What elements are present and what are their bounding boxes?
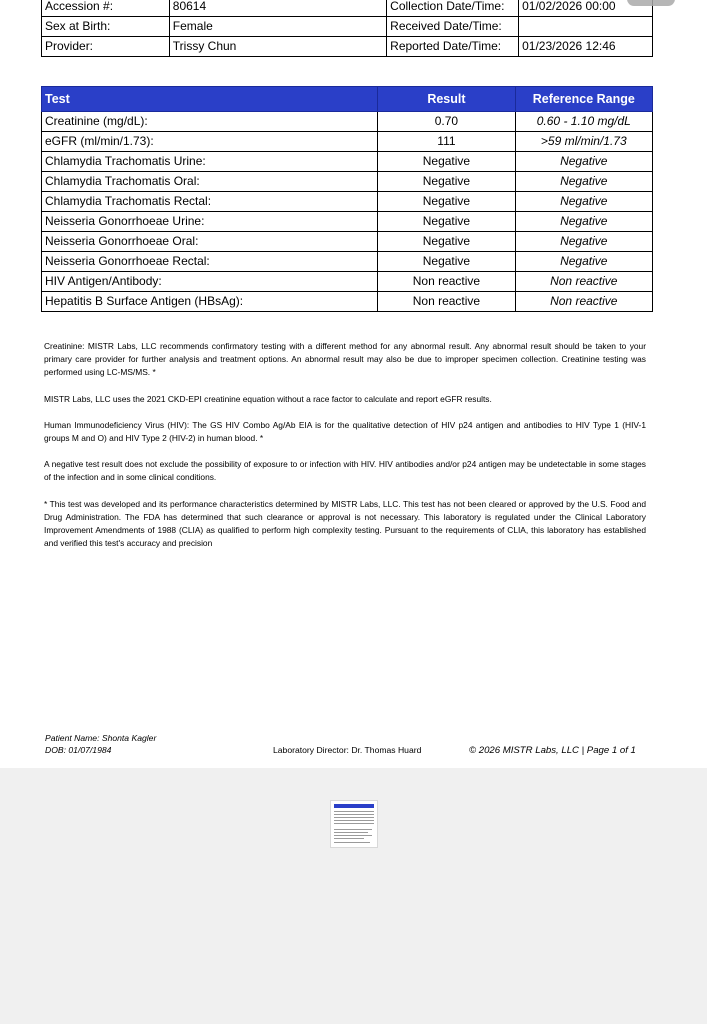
reference-range: Negative [515, 172, 652, 192]
footer-patient [45, 732, 156, 756]
reference-range: Negative [515, 192, 652, 212]
info-label: Sex at Birth: [42, 17, 170, 37]
info-label: Accession #: [42, 0, 170, 17]
thumbnail-line [334, 820, 374, 821]
result-row [42, 192, 653, 212]
result-row [42, 232, 653, 252]
footer-director: Laboratory Director: Dr. Thomas Huard [273, 745, 422, 755]
result-row [42, 112, 653, 132]
footer-copyright: © 2026 MISTR Labs, LLC | Page 1 of 1 [469, 745, 636, 756]
info-value: 01/02/2026 00:00 [519, 0, 653, 17]
note-egfr: MISTR Labs, LLC uses the 2021 CKD-EPI creatinine equation without a race factor to calculate and report eGFR results. [44, 393, 492, 404]
test-name: Hepatitis B Surface Antigen (HBsAg): [42, 292, 378, 312]
scroll-indicator[interactable] [627, 0, 675, 6]
thumbnail-header-bar [334, 804, 374, 808]
header-reference-range: Reference Range [515, 87, 652, 112]
test-name: Neisseria Gonorrhoeae Oral: [42, 232, 378, 252]
info-label: Reported Date/Time: [387, 37, 519, 57]
test-name: Neisseria Gonorrhoeae Urine: [42, 212, 378, 232]
footer-patient-name: Patient Name: Shonta Kagler [45, 733, 157, 743]
info-row [42, 0, 653, 17]
thumbnail-line [334, 842, 370, 843]
test-result: 0.70 [378, 112, 515, 132]
note-hiv-negative: A negative test result does not exclude the possibility of exposure to or infection with HIV. HIV antibodies and/or p24 antigen may be undetectable in some stages of the infection and in some clinical conditions. [44, 459, 646, 483]
thumbnail-line [334, 811, 374, 812]
result-row [42, 152, 653, 172]
reference-range: Negative [515, 212, 652, 232]
note-hiv: Human Immunodeficiency Virus (HIV): The GS HIV Combo Ag/Ab EIA is for the qualitative detection of HIV p24 antigen and antibodies to HIV Type 1 (HIV-1 groups M and O) and HIV Type 2 (HIV-2) in human blood. * [44, 419, 646, 444]
info-label: Received Date/Time: [387, 17, 519, 37]
test-name: Neisseria Gonorrhoeae Rectal: [42, 252, 378, 272]
result-row [42, 132, 653, 152]
reference-range: >59 ml/min/1.73 [515, 132, 652, 152]
info-value: 01/23/2026 12:46 [519, 37, 653, 57]
test-name: Creatinine (mg/dL): [42, 112, 378, 132]
thumbnail-line [334, 832, 368, 833]
info-value: Female [169, 17, 386, 37]
info-row [42, 37, 653, 57]
reference-range: 0.60 - 1.10 mg/dL [515, 112, 652, 132]
test-name: Chlamydia Trachomatis Rectal: [42, 192, 378, 212]
test-result: 111 [378, 132, 515, 152]
footer-dob: DOB: 01/07/1984 [45, 745, 112, 755]
test-result: Non reactive [378, 292, 515, 312]
info-value: 80614 [169, 0, 386, 17]
info-value [519, 17, 653, 37]
reference-range: Negative [515, 252, 652, 272]
info-value: Trissy Chun [169, 37, 386, 57]
info-label: Provider: [42, 37, 170, 57]
test-result: Negative [378, 192, 515, 212]
result-row [42, 252, 653, 272]
page-thumbnail[interactable] [330, 800, 378, 848]
result-row [42, 212, 653, 232]
results-table [41, 86, 653, 312]
note-ldt-disclaimer: * This test was developed and its performance characteristics determined by MISTR Labs, LLC. This test has not been cleared or approved by the U.S. Food and Drug Administration. The FDA has determined that such clearance or approval is not necessary. This laboratory is regulated under the Clinical Laboratory Improvement Amendments of 1988 (CLIA) as qualified to perform high complexity testing. Pursuant to the requirements of CLIA, this laboratory has established and verified this test's accuracy and precision [44, 498, 646, 549]
test-result: Negative [378, 252, 515, 272]
info-row [42, 17, 653, 37]
patient-info-table [41, 0, 653, 57]
thumbnail-line [334, 817, 374, 818]
thumbnail-line [334, 835, 372, 836]
thumbnail-line [334, 814, 374, 815]
results-header-row [42, 87, 653, 112]
test-name: Chlamydia Trachomatis Oral: [42, 172, 378, 192]
result-row [42, 172, 653, 192]
info-label: Collection Date/Time: [387, 0, 519, 17]
test-name: HIV Antigen/Antibody: [42, 272, 378, 292]
header-result: Result [378, 87, 515, 112]
test-name: Chlamydia Trachomatis Urine: [42, 152, 378, 172]
test-result: Negative [378, 172, 515, 192]
result-row [42, 292, 653, 312]
reference-range: Non reactive [515, 272, 652, 292]
header-test: Test [42, 87, 378, 112]
report-notes [44, 340, 646, 563]
thumbnail-line [334, 838, 364, 839]
reference-range: Negative [515, 232, 652, 252]
note-creatinine: Creatinine: MISTR Labs, LLC recommends confirmatory testing with a different method for any abnormal result. Any abnormal result should be taken to your primary care provider for further analysis and treatment options. An abnormal result may also be due to improper specimen collection. Creatinine testing was performed using LC-MS/MS. * [44, 341, 646, 378]
thumbnail-line [334, 823, 374, 824]
test-result: Negative [378, 212, 515, 232]
test-result: Negative [378, 152, 515, 172]
thumbnail-line [334, 829, 372, 830]
reference-range: Negative [515, 152, 652, 172]
reference-range: Non reactive [515, 292, 652, 312]
result-row [42, 272, 653, 292]
test-name: eGFR (ml/min/1.73): [42, 132, 378, 152]
test-result: Negative [378, 232, 515, 252]
test-result: Non reactive [378, 272, 515, 292]
